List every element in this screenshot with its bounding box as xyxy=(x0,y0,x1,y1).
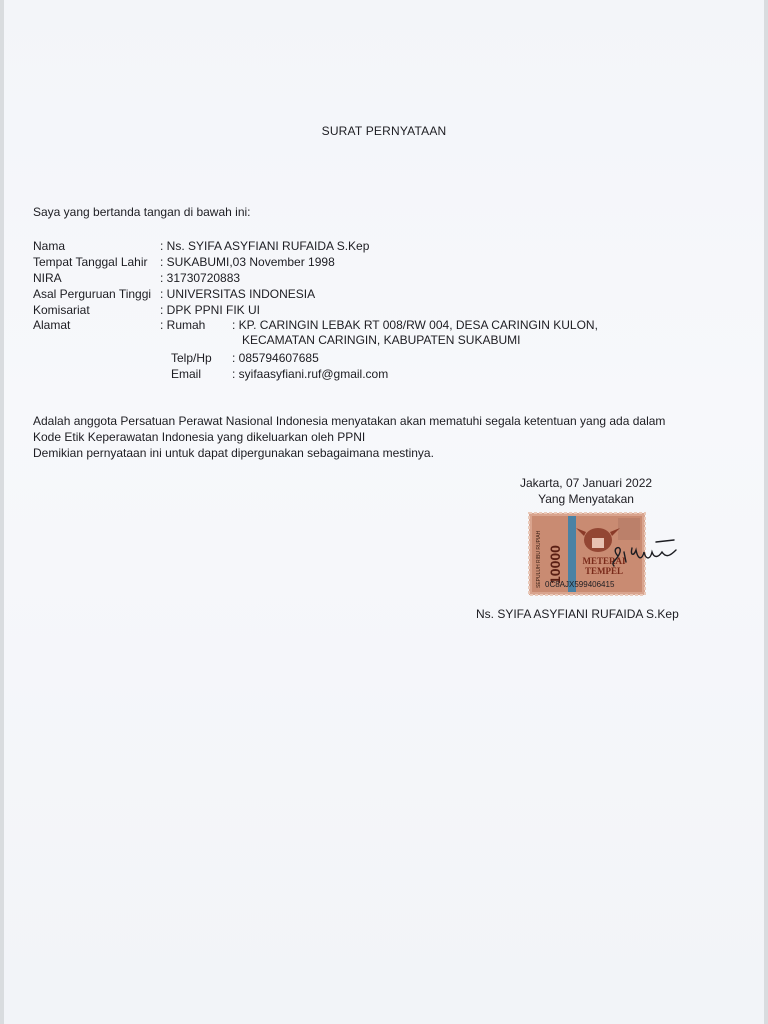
statement-line-1: Adalah anggota Persatuan Perawat Nasional Indonesia menyatakan akan mematuhi segala ketentuan yang ada dalam xyxy=(33,414,666,428)
stamp-label-top: METERAI xyxy=(582,556,626,566)
nira-value: : 31730720883 xyxy=(160,271,241,285)
ttl-value: : SUKABUMI,03 November 1998 xyxy=(160,255,335,269)
email-label: Email xyxy=(171,367,202,381)
stamp-serial: 0C8AJX599406415 xyxy=(545,580,615,589)
stamp-value: 10000 xyxy=(547,545,563,584)
university-value: : UNIVERSITAS INDONESIA xyxy=(160,287,316,301)
komisariat-label: Komisariat xyxy=(33,303,90,317)
nama-value: : Ns. SYIFA ASYFIANI RUFAIDA S.Kep xyxy=(160,239,370,253)
nama-label: Nama xyxy=(33,239,66,253)
email-value: : syifaasyfiani.ruf@gmail.com xyxy=(232,367,389,381)
alamat-label: Alamat xyxy=(33,318,71,332)
place-date: Jakarta, 07 Januari 2022 xyxy=(519,476,653,490)
document-title: SURAT PERNYATAAN xyxy=(321,124,447,138)
telp-label: Telp/Hp xyxy=(171,351,212,365)
document-page xyxy=(4,0,764,1024)
signer-name: Ns. SYIFA ASYFIANI RUFAIDA S.Kep xyxy=(476,607,679,621)
nira-label: NIRA xyxy=(33,271,62,285)
rumah-address-line-1: : KP. CARINGIN LEBAK RT 008/RW 004, DESA CARINGIN KULON, xyxy=(232,318,598,332)
handwritten-signature xyxy=(588,526,688,576)
university-label: Asal Perguruan Tinggi xyxy=(33,287,152,301)
intro-text: Saya yang bertanda tangan di bawah ini: xyxy=(33,205,251,219)
telp-value: : 085794607685 xyxy=(232,351,319,365)
komisariat-value: : DPK PPNI FIK UI xyxy=(160,303,261,317)
statement-line-3: Demikian pernyataan ini untuk dapat dipergunakan sebagaimana mestinya. xyxy=(33,446,434,460)
rumah-label: : Rumah xyxy=(160,318,206,332)
stamp-side-text: SEPULUH RIBU RUPIAH xyxy=(536,530,542,588)
declarer-label: Yang Menyatakan xyxy=(538,492,634,506)
rumah-address-line-2: KECAMATAN CARINGIN, KABUPATEN SUKABUMI xyxy=(242,333,521,347)
stamp-label-bottom: TEMPEL xyxy=(584,566,624,576)
ttl-label: Tempat Tanggal Lahir xyxy=(33,255,148,269)
statement-line-2: Kode Etik Keperawatan Indonesia yang dikeluarkan oleh PPNI xyxy=(33,430,366,444)
